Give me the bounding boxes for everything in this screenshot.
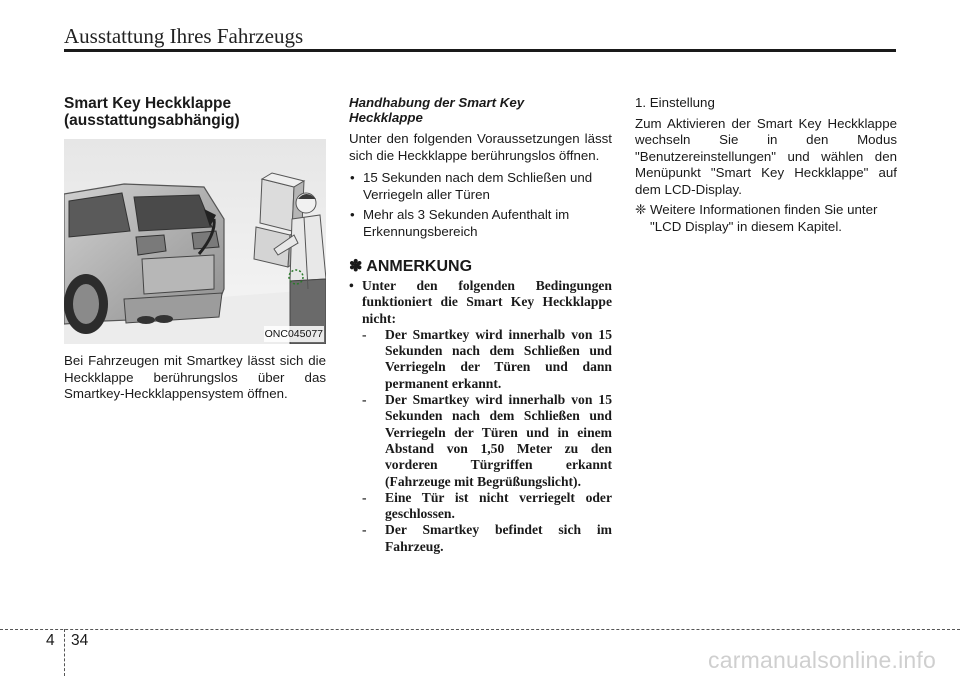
section-number: 4 [46, 632, 55, 649]
column-1 [64, 95, 326, 407]
list-item-text: 15 Sekunden nach dem Schließen und Verriegeln aller Türen [363, 170, 593, 202]
bullet-mark: • [350, 170, 355, 185]
note-item [362, 490, 612, 523]
bullet-mark: • [349, 278, 354, 293]
footer-rule [0, 629, 960, 630]
list-item [349, 207, 612, 240]
reference-icon: ❈ [635, 202, 647, 217]
note-heading [349, 258, 612, 276]
footer-divider [64, 629, 65, 676]
step-heading: 1. Einstellung [635, 95, 715, 110]
info-text: Weitere Informationen finden Sie unter "LCD Display" in diesem Kapitel. [650, 202, 878, 234]
intro-paragraph: Bei Fahrzeugen mit Smartkey lässt sich die Heckklappe berührungslos über das Smartkey-Heckklappensystem öffnen. [64, 353, 326, 401]
conditions-list [349, 170, 612, 240]
list-item-text: Mehr als 3 Sekunden Aufenthalt im Erkennungsbereich [363, 207, 570, 239]
section-heading-line2: (ausstattungsabhängig) [64, 112, 240, 129]
note-item [362, 327, 612, 392]
note-item [362, 392, 612, 490]
info-note [635, 202, 897, 235]
column-3 [635, 95, 897, 235]
note-item [362, 522, 612, 555]
note-item-text: Der Smartkey wird innerhalb von 15 Sekunden nach dem Schließen und Verriegeln der Türen und dann permanent erkannt. [385, 326, 612, 391]
note-lead [349, 278, 612, 327]
watermark: carmanualsonline.info [708, 647, 936, 673]
column-2 [349, 95, 612, 555]
note-item-text: Der Smartkey befindet sich im Fahrzeug. [385, 522, 612, 554]
dash-mark: - [362, 522, 367, 538]
section-heading-line1: Smart Key Heckklappe [64, 95, 232, 112]
car-and-person-drawing [64, 139, 326, 344]
subheading-line2: Heckklappe [349, 110, 423, 125]
bullet-mark: • [350, 207, 355, 222]
figure-code: ONC045077 [264, 326, 324, 343]
section-heading [64, 95, 326, 129]
dash-mark: - [362, 326, 367, 342]
subheading [349, 95, 612, 125]
dash-mark: - [362, 392, 367, 408]
note-item-text: Der Smartkey wird innerhalb von 15 Sekunden nach dem Schließen und Verriegeln der Türen und in einem Abstand von 1,50 Meter zu den vorderen Türgriffen erkannt (Fahrzeuge mit Begrüßungslicht). [385, 392, 612, 489]
header-rule [64, 49, 896, 52]
tailgate-illustration [64, 139, 326, 344]
page-number: 34 [71, 632, 89, 649]
subheading-line1: Handhabung der Smart Key [349, 95, 525, 110]
conditions-intro: Unter den folgenden Voraussetzungen lässt sich die Heckklappe berührungslos öffnen. [349, 131, 612, 163]
note-lead-text: Unter den folgenden Bedingungen funktioniert die Smart Key Heckklappe nicht: [362, 278, 612, 326]
settings-paragraph: Zum Aktivieren der Smart Key Heckklappe wechseln Sie in den Modus "Benutzereinstellungen" und wählen den Menüpunkt "Smart Key Heckklappe" auf dem LCD-Display. [635, 115, 897, 197]
list-item [349, 170, 612, 203]
note-item-text: Eine Tür ist nicht verriegelt oder geschlossen. [385, 489, 612, 522]
asterisk-icon: ✽ [349, 258, 363, 275]
dash-mark: - [362, 489, 367, 505]
chapter-title: Ausstattung Ihres Fahrzeugs [64, 24, 304, 48]
note-body [349, 278, 612, 555]
note-title: ANMERKUNG [366, 258, 473, 275]
